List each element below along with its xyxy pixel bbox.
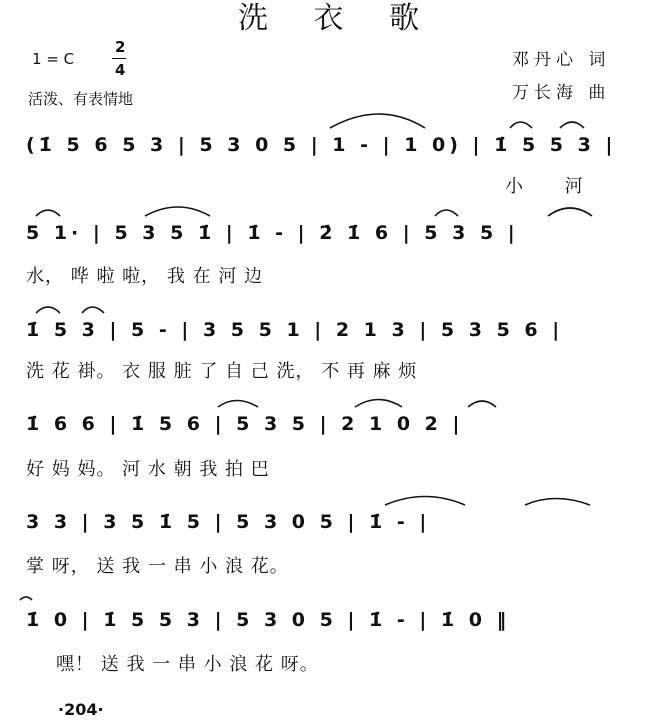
page-number: ·204· — [58, 700, 104, 719]
slur — [510, 122, 532, 128]
slur — [468, 401, 496, 407]
slur — [82, 307, 104, 313]
lyricist-credit: 邓丹心 词 — [512, 50, 611, 70]
lyric-row-2: 水， 哗 啦 啦， 我 在 河 边 — [26, 266, 264, 287]
slur — [145, 207, 210, 216]
slur — [355, 400, 402, 408]
lyric-row-5: 掌 呀， 送 我 一 串 小 浪 花。 — [26, 556, 289, 577]
slur — [330, 114, 425, 128]
lyric-row-6: 嘿！ 送 我 一 串 小 浪 花 呀。 — [56, 654, 319, 675]
song-title: 洗 衣 歌 — [238, 1, 438, 36]
slur — [435, 210, 458, 216]
slur — [20, 597, 32, 600]
slur — [525, 499, 590, 506]
notation-row-3-notes: 1̇ 5 3 | 5 - | 3 5 5 1 | 2 1 3 | 5 3 5 6 | — [26, 319, 564, 341]
slur — [218, 401, 258, 408]
notation-row-5-notes: 3 3 | 3 5 1̇ 5 | 5 3 0 5 | 1̇ - | — [26, 511, 431, 533]
time-signature-upper: 2 — [115, 38, 126, 56]
lyric-row-1: 小 河 — [505, 176, 601, 197]
time-signature-lower: 4 — [115, 61, 126, 79]
lyric-row-4: 好 妈 妈。 河 水 朝 我 拍 巴 — [26, 459, 270, 480]
notation-row-2-notes: 5 1· | 5 3 5 1̇ | 1̇ - | 2̇ 1̇ 6 | 5 3 5 | — [26, 222, 519, 244]
slur — [385, 497, 465, 506]
notation-row-1-notes: (1̇ 5 6 5 3 | 5 3 0 5 | 1 - | 1 0) | 1̇ 5 5 3 | — [26, 134, 617, 156]
lyric-row-3: 洗 花 褂。 衣 服 脏 了 自 己 洗， 不 再 麻 烦 — [26, 361, 418, 382]
slur — [36, 210, 60, 216]
tempo-marking: 活泼、有表情地 — [28, 90, 134, 108]
key-signature: 1 = C — [32, 50, 75, 68]
composer-credit: 万长海 曲 — [512, 83, 611, 103]
notation-row-4-notes: 1̇ 6 6 | 1̇ 5 6 | 5 3 5 | 2 1 0 2 | — [26, 413, 464, 435]
slur — [560, 122, 584, 128]
notation-row-6-notes: 1̇ 0 | 1̇ 5 5 3 | 5 3 0 5 | 1̇ - | 1̇ 0 ‖ — [26, 609, 511, 631]
slur — [548, 208, 592, 216]
slur — [36, 307, 60, 313]
